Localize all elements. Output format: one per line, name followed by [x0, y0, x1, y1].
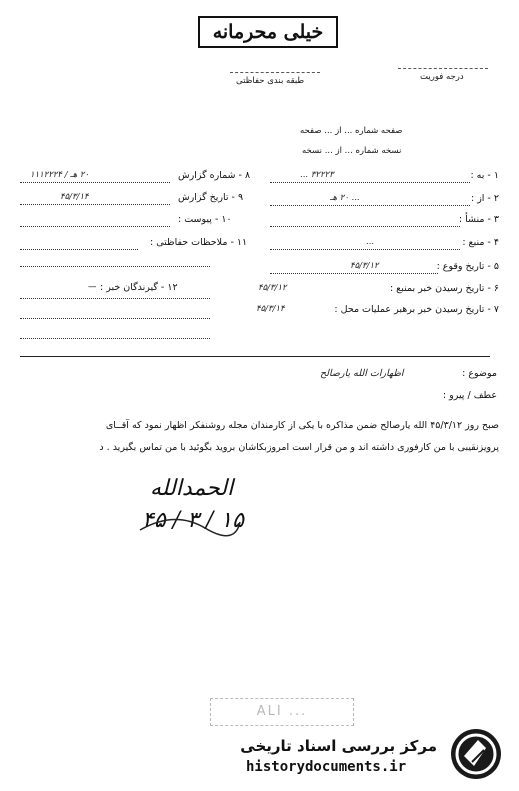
field-from-value: ... ۲۰ هـ	[330, 193, 360, 203]
field-recipients-label: ۱۲ - گیرندگان خبر :	[100, 282, 178, 293]
field-event-date-label: ۵ - تاریخ وقوع :	[436, 261, 499, 272]
copy-number-label: نسخه شماره ... از ... نسخه	[302, 146, 402, 156]
field-hq-date-label: ۷ - تاریخ رسیدن خبر برهبر عملیات محل :	[334, 304, 499, 315]
field-hq-date-value: ۴۵/۳/۱۴	[256, 304, 285, 314]
field-remarks-line	[20, 249, 138, 250]
field-report-no-label: ۸ - شماره گزارش	[178, 170, 251, 181]
field-report-no-value: ۲۰ هـ / ۱۱۱۲۲۲۴	[30, 170, 90, 180]
field-remarks-label: ۱۱ - ملاحظات حفاظتی :	[150, 237, 248, 248]
field-receipt-date-value: ۴۵/۳/۱۲	[258, 283, 287, 293]
field-receipt-date-label: ۶ - تاریخ رسیدن خبر بمنبع :	[389, 283, 499, 294]
field-source-line	[270, 226, 460, 227]
field-event-date-value: ۴۵/۳/۱۲	[350, 261, 379, 271]
field-attachment-line	[20, 226, 170, 227]
classification-stamp: خیلی محرمانه	[198, 16, 338, 48]
body-text-line-2: پرویزنقیبی با من کارفوری داشته اند و من قرار است امروزبکاشان بروید بگوئید با من تماس بگیرید . د	[99, 442, 499, 453]
field-to-value: ۳۲۲۲۳ ...	[300, 170, 334, 180]
field-to-line	[270, 182, 470, 183]
reference-label: عطف / پیرو :	[442, 390, 497, 401]
field-report-date-line	[20, 204, 170, 205]
archive-website: historydocuments.ir	[246, 759, 407, 775]
field-source2-line	[270, 249, 460, 250]
field-report-date-value: ۴۵/۳/۱۴	[60, 192, 89, 202]
body-text-line-1: صبح روز ۴۵/۳/۱۲ الله یارصالح ضمن مذاکره با یکی از کارمندان مجله روشنفکر اظهار نمود که آقــای	[105, 420, 499, 431]
signature-date: ۱۵ / ۳ / ۴۵	[142, 508, 244, 533]
field-report-no-line	[20, 182, 170, 183]
archive-center-name: مرکز بررسی اسناد تاریخی	[240, 737, 437, 755]
section-divider	[20, 356, 490, 357]
subject-label: موضوع :	[462, 368, 497, 379]
urgency-line	[398, 68, 488, 69]
protection-line	[230, 72, 320, 73]
archive-logo-icon	[448, 726, 504, 782]
recipients-line-3	[20, 338, 210, 339]
recipients-line-1	[20, 298, 210, 299]
subject-value: اظهارات الله یارصالح	[320, 368, 404, 379]
field-source-label: ۳ - منشأ :	[458, 214, 499, 225]
archive-stamp: ALI ...	[210, 698, 354, 726]
field-source2-value: ...	[366, 237, 375, 247]
signature-flourish	[135, 500, 245, 540]
field-to-label: ۱ - به :	[470, 170, 499, 181]
field-from-label: ۲ - از :	[470, 193, 499, 204]
urgency-label: درجه فوریت	[420, 72, 464, 82]
signature-line-1: الحمدالله	[150, 476, 234, 501]
field-source2-label: ۴ - منبع :	[462, 237, 499, 248]
field-recipients-value: —	[88, 282, 97, 292]
field-from-line	[270, 205, 470, 206]
field-remarks-line-2	[20, 266, 210, 267]
field-report-date-label: ۹ - تاریخ گزارش	[178, 192, 244, 203]
field-attachment-label: ۱۰ - پیوست :	[178, 214, 232, 225]
protection-label: طبقه بندی حفاظتی	[236, 76, 305, 86]
field-event-date-line	[270, 273, 438, 274]
page-number-label: صفحه شماره ... از ... صفحه	[300, 126, 403, 136]
recipients-line-2	[20, 318, 210, 319]
